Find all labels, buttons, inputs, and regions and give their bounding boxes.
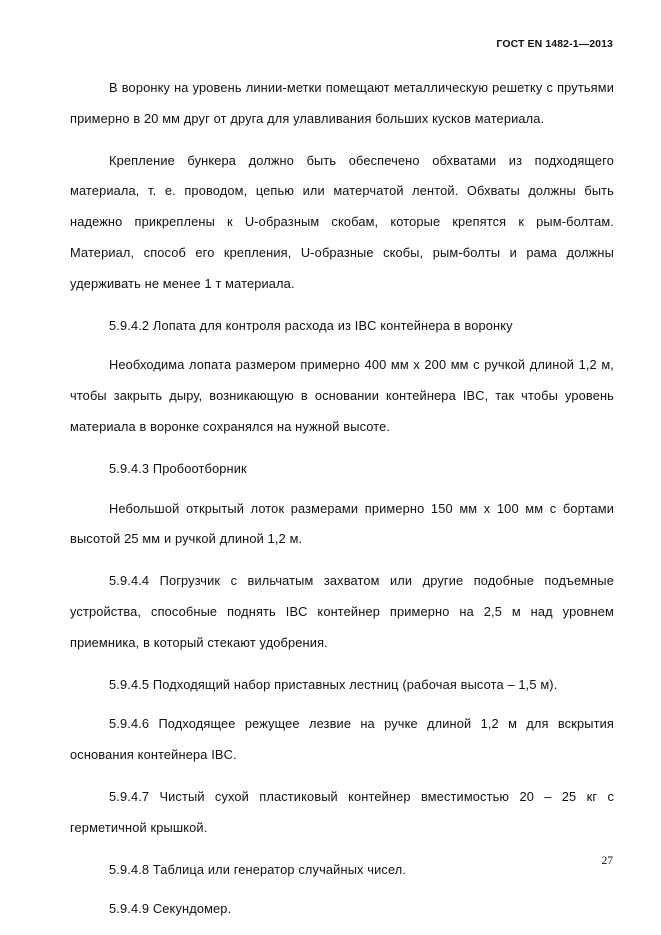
item-5-9-4-6-blade: 5.9.4.6 Подходящее режущее лезвие на ручке длиной 1,2 м для вскрытия основания контейнера IBC. — [70, 716, 614, 763]
section-heading-5-9-4-2: 5.9.4.2 Лопата для контроля расхода из IBC контейнера в воронку — [109, 317, 513, 333]
item-5-9-4-9-stopwatch: 5.9.4.9 Секундомер. — [109, 901, 232, 917]
item-5-9-4-5-ladders: 5.9.4.5 Подходящий набор приставных лестниц (рабочая высота – 1,5 м). — [109, 676, 558, 692]
document-code-header: ГОСТ EN 1482-1—2013 — [496, 38, 613, 50]
item-5-9-4-8-random-table: 5.9.4.8 Таблица или генератор случайных чисел. — [109, 861, 407, 877]
page-body — [70, 73, 614, 934]
paragraph-sampler: Небольшой открытый лоток размерами примерно 150 мм х 100 мм с бортами высотой 25 мм и ручкой длиной 1,2 м. — [70, 500, 614, 547]
section-heading-5-9-4-3: 5.9.4.3 Пробоотборник — [109, 460, 247, 476]
paragraph-fastening: Крепление бункера должно быть обеспечено обхватами из подходящего материала, т. е. проводом, цепью или матерчатой лентой. Обхваты должны быть надежно прикреплены к U-образным скобам, которые крепятся к рым-болтам. Материал, способ его крепления, U-образные скобы, рым-болты и рама должны удерживать не менее 1 т материала. — [70, 152, 614, 291]
item-5-9-4-7-container: 5.9.4.7 Чистый сухой пластиковый контейнер вместимостью 20 – 25 кг с герметичной крышкой. — [70, 788, 614, 835]
paragraph-grid: В воронку на уровень линии-метки помещают металлическую решетку с прутьями примерно в 20 мм друг от друга для улавливания больших кусков материала. — [70, 80, 614, 126]
page-number: 27 — [601, 855, 613, 867]
item-5-9-4-4-forklift: 5.9.4.4 Погрузчик с вильчатым захватом или другие подобные подъемные устройства, способные поднять IBC контейнер примерно на 2,5 м над уровнем приемника, в который стекают удобрения. — [70, 573, 614, 650]
paragraph-shovel: Необходима лопата размером примерно 400 мм х 200 мм с ручкой длиной 1,2 м, чтобы закрыть дыру, возникающую в основании контейнера IBC, так чтобы уровень материала в воронке сохранялся на нужной высоте. — [70, 357, 614, 434]
